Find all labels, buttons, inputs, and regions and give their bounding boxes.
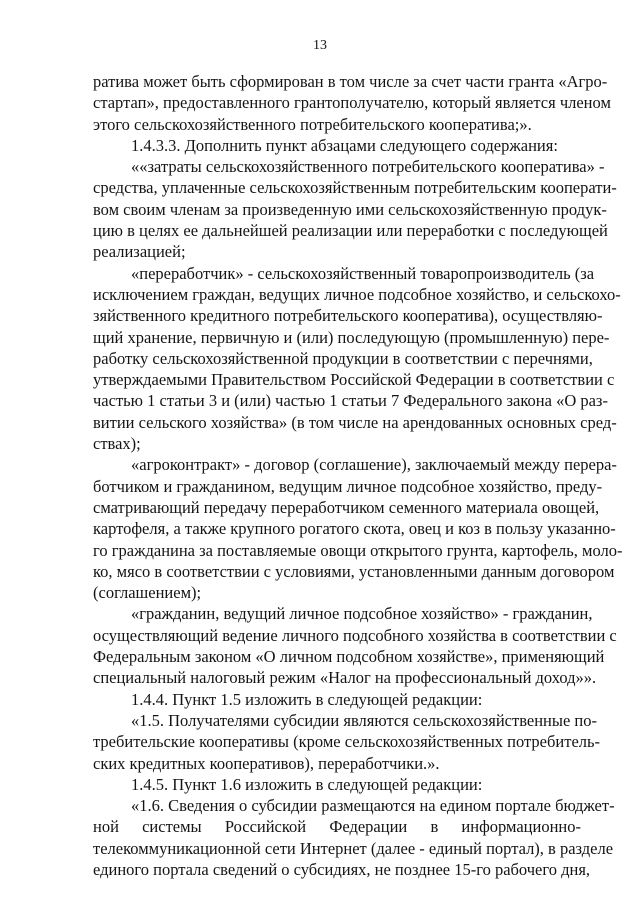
text-line: вом своим членам за произведенную ими сельскохозяйственную продук- [93, 199, 607, 219]
text-line: утверждаемыми Правительством Российской Федерации в соответствии с [93, 370, 615, 390]
text-line: «гражданин, ведущий личное подсобное хозяйство» - гражданин, [131, 604, 593, 624]
text-line: единого портала сведений о субсидиях, не позднее 15-го рабочего дня, [93, 859, 591, 879]
text-line: телекоммуникационной сети Интернет (далее - единый портал), в разделе [93, 838, 614, 858]
text-line: зяйственного кредитного потребительского кооператива), осуществляю- [93, 306, 603, 326]
text-line: стартап», предоставленного грантополучателю, который является членом [93, 93, 611, 113]
text-line: средства, уплаченные сельскохозяйственным потребительским кооперати- [93, 178, 617, 198]
text-line: реализацией; [93, 242, 186, 262]
text-line: работку сельскохозяйственной продукции в соответствии с перечнями, [93, 348, 593, 368]
text-line: специальный налоговый режим «Налог на профессиональный доход»». [93, 668, 597, 688]
body-text [93, 71, 623, 880]
text-line: 1.4.4. Пункт 1.5 изложить в следующей редакции: [131, 689, 483, 709]
text-line: ко, мясо в соответствии с условиями, установленными данным договором [93, 561, 615, 581]
text-line: ной системы Российской Федерации в информационно- [93, 817, 581, 837]
text-line: ««затраты сельскохозяйственного потребительского кооператива» - [131, 157, 605, 177]
page-number: 13 [313, 38, 327, 53]
text-line: картофеля, а также крупного рогатого скота, овец и коз в пользу указанно- [93, 519, 616, 539]
text-line: 1.4.3.3. Дополнить пункт абзацами следующего содержания: [131, 135, 558, 155]
text-line: осуществляющий ведение личного подсобного хозяйства в соответствии с [93, 625, 617, 645]
text-line: ских кредитных кооперативов), переработчики.». [93, 753, 440, 773]
text-line: этого сельскохозяйственного потребительского кооператива;». [93, 114, 532, 134]
text-line: «агроконтракт» - договор (соглашение), заключаемый между перера- [131, 455, 617, 475]
text-line: щий хранение, первичную и (или) последующую (промышленную) пере- [93, 327, 610, 347]
text-line: 1.4.5. Пункт 1.6 изложить в следующей редакции: [131, 774, 483, 794]
text-line: «1.6. Сведения о субсидии размещаются на едином портале бюджет- [131, 796, 615, 816]
text-line: го гражданина за поставляемые овощи открытого грунта, картофель, моло- [93, 540, 623, 560]
text-line: исключением граждан, ведущих личное подсобное хозяйство, и сельскохо- [93, 284, 621, 304]
text-line: «переработчик» - сельскохозяйственный товаропроизводитель (за [131, 263, 595, 283]
text-line: сматривающий передачу переработчиком семенного материала овощей, [93, 497, 600, 517]
text-line: цию в целях ее дальнейшей реализации или переработки с последующей [93, 221, 608, 241]
text-line: ботчиком и гражданином, ведущим личное подсобное хозяйство, преду- [93, 476, 603, 496]
text-line: требительские кооперативы (кроме сельскохозяйственных потребитель- [93, 732, 601, 752]
text-line: (соглашением); [93, 583, 202, 603]
text-line: ратива может быть сформирован в том числе за счет части гранта «Агро- [93, 72, 608, 91]
text-line: частью 1 статьи 3 и (или) частью 1 статьи 7 Федерального закона «О раз- [93, 391, 608, 411]
text-line: «1.5. Получателями субсидии являются сельскохозяйственные по- [131, 710, 597, 730]
text-line: ствах); [93, 434, 141, 454]
text-line: витии сельского хозяйства» (в том числе на арендованных основных сред- [93, 412, 617, 432]
text-line: Федеральным законом «О личном подсобном хозяйстве», применяющий [93, 647, 605, 667]
